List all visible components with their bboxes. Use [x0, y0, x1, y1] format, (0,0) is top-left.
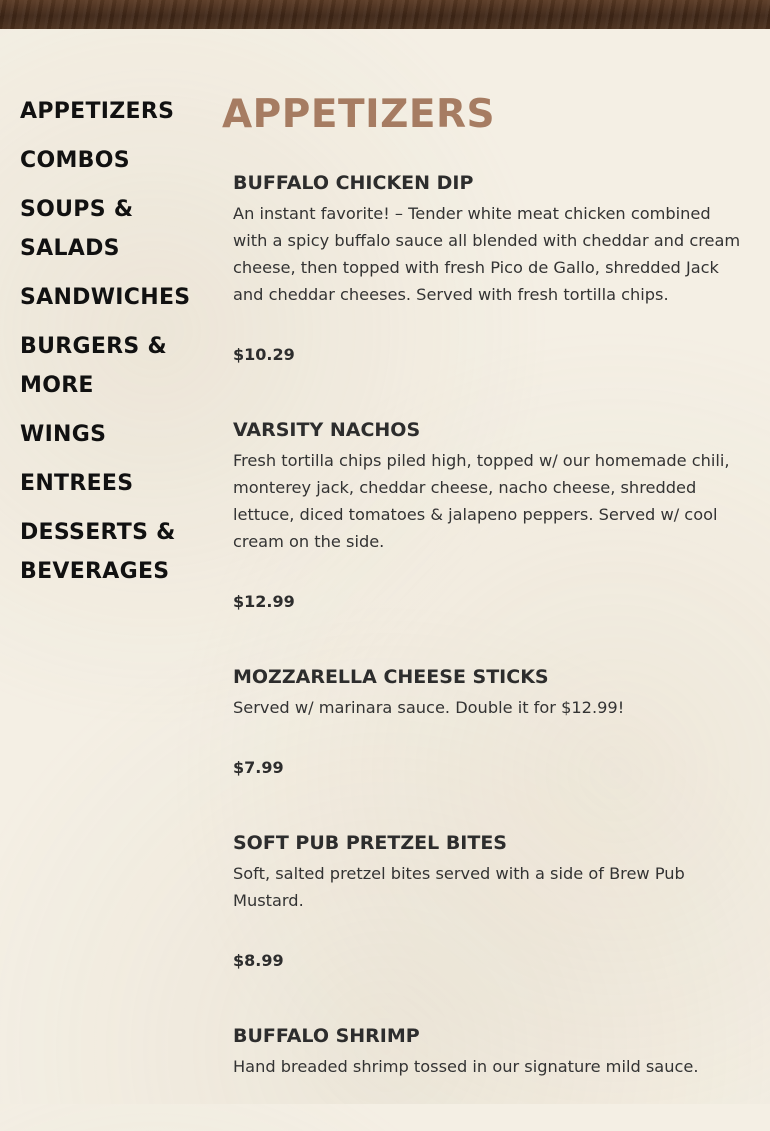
menu-item-name: MOZZARELLA CHEESE STICKS — [233, 666, 549, 688]
nav-item-wings[interactable]: WINGS — [20, 422, 107, 447]
menu-item-name: SOFT PUB PRETZEL BITES — [233, 832, 507, 854]
nav-item-appetizers[interactable]: APPETIZERS — [20, 99, 175, 124]
nav-item-burgers-more[interactable]: BURGERS & MORE — [20, 334, 167, 398]
menu-section — [222, 92, 747, 1131]
menu-item — [222, 170, 747, 366]
menu-item-name: BUFFALO CHICKEN DIP — [233, 172, 474, 194]
nav-item-sandwiches[interactable]: SANDWICHES — [20, 285, 191, 310]
nav-item-combos[interactable]: COMBOS — [20, 148, 130, 173]
menu-category-nav — [20, 92, 200, 601]
menu-item-price: $7.99 — [233, 758, 284, 777]
menu-item — [222, 417, 747, 613]
menu-item — [222, 830, 747, 972]
menu-item — [222, 664, 747, 779]
menu-item-name: BUFFALO SHRIMP — [233, 1025, 420, 1047]
menu-item-price: $10.29 — [233, 345, 295, 364]
section-title: APPETIZERS — [222, 92, 496, 137]
header-wood-banner — [0, 0, 770, 29]
menu-item — [222, 1023, 747, 1080]
menu-item-name: VARSITY NACHOS — [233, 419, 421, 441]
nav-item-soups-salads[interactable]: SOUPS & SALADS — [20, 197, 134, 261]
menu-item-description: Soft, salted pretzel bites served with a side of Brew Pub Mustard. — [233, 864, 685, 910]
menu-item-description: Hand breaded shrimp tossed in our signature mild sauce. — [233, 1057, 699, 1076]
menu-item-description: An instant favorite! – Tender white meat chicken combined with a spicy buffalo sauce all blended with cheddar and cream cheese, then topped with fresh Pico de Gallo, shredded Jack and cheddar cheeses. Served with fresh tortilla chips. — [233, 204, 741, 304]
menu-item-description: Fresh tortilla chips piled high, topped w/ our homemade chili, monterey jack, cheddar cheese, nacho cheese, shredded lettuce, diced tomatoes & jalapeno peppers. Served w/ cool cream on the side. — [233, 451, 730, 551]
menu-item-price: $8.99 — [233, 951, 284, 970]
menu-item-description: Served w/ marinara sauce. Double it for $12.99! — [233, 698, 625, 717]
menu-item-price: $12.99 — [233, 592, 295, 611]
nav-item-desserts-beverages[interactable]: DESSERTS & BEVERAGES — [20, 520, 176, 584]
nav-item-entrees[interactable]: ENTREES — [20, 471, 134, 496]
